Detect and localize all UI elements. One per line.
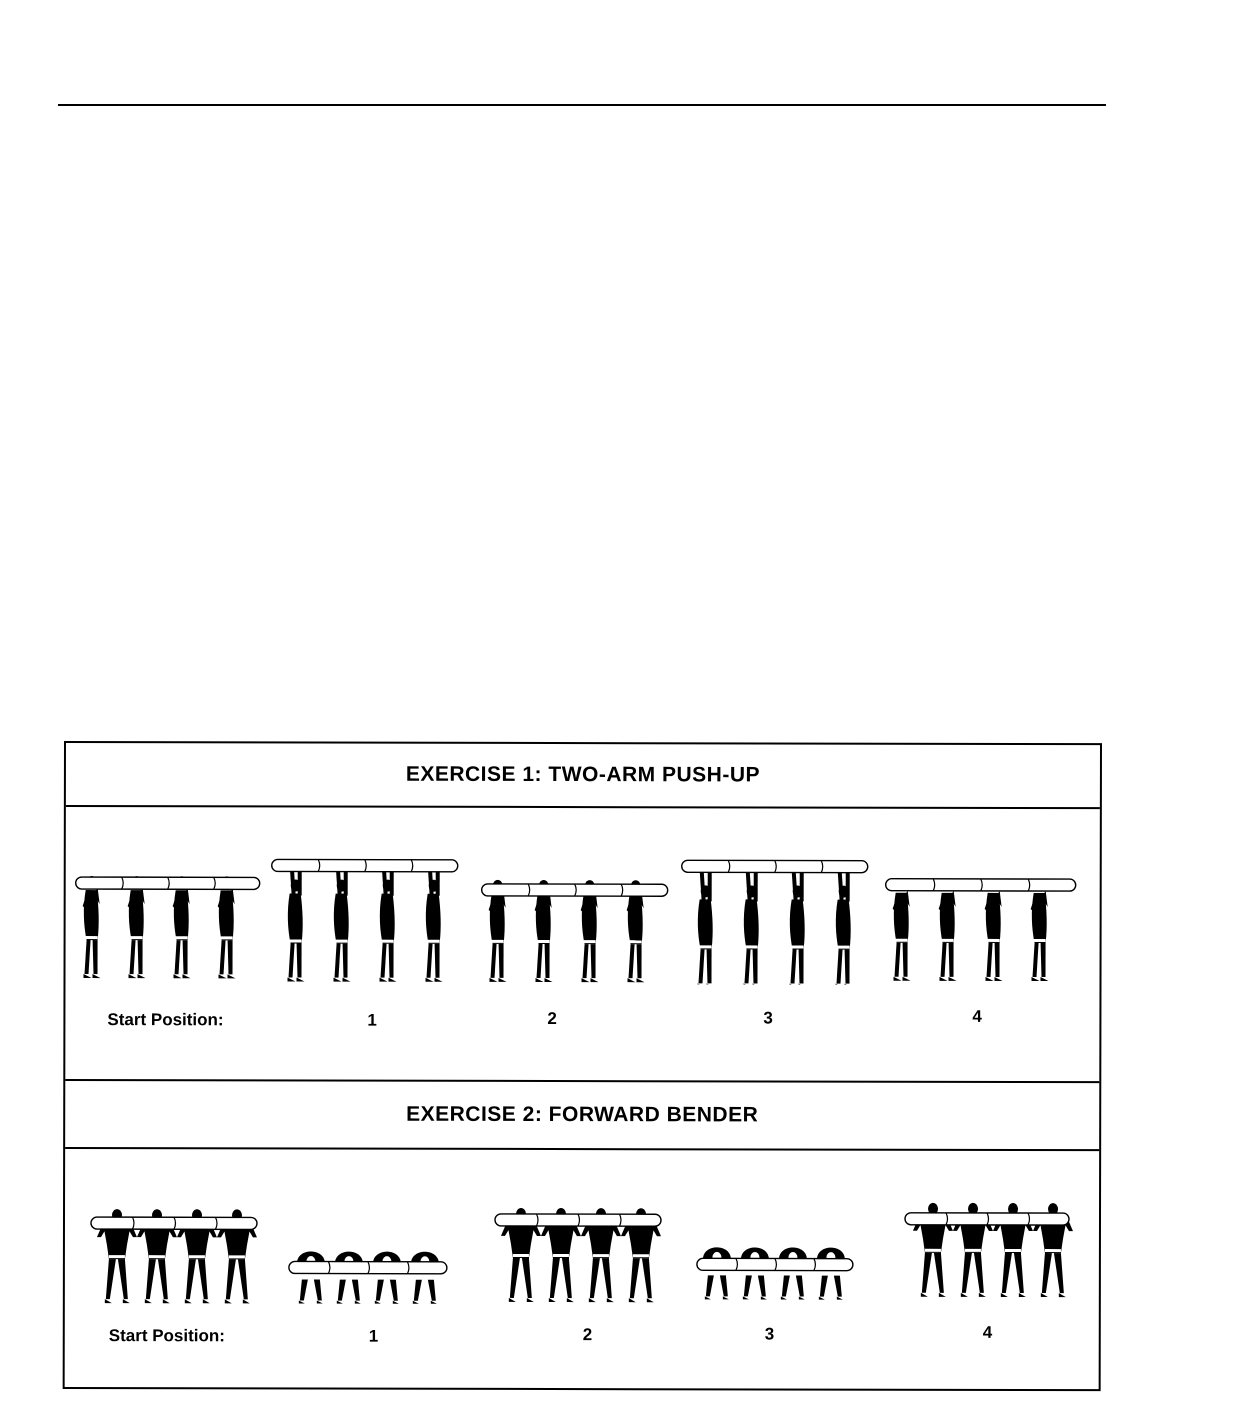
soldier-figure (779, 1247, 807, 1299)
log (91, 1217, 257, 1229)
exercise-1-title: EXERCISE 1: TWO-ARM PUSH-UP (405, 762, 761, 787)
exercise-1-caption-start: Start Position: (107, 1010, 224, 1030)
soldier-figure (892, 879, 910, 981)
soldier-figure (984, 879, 1002, 981)
figure-group (495, 1208, 661, 1302)
exercise-figure (63, 741, 1102, 1391)
exercise-2-caption-2: 2 (582, 1325, 593, 1345)
exercise-1-svg (65, 843, 1099, 985)
exercise-1-illustrations (65, 843, 1099, 985)
figure-group (681, 860, 867, 985)
soldier-figure (741, 1247, 769, 1299)
figure-group (885, 879, 1075, 981)
soldier-figure (335, 1252, 363, 1304)
exercise-2-caption-3: 3 (764, 1324, 775, 1344)
soldier-figure (938, 879, 956, 981)
exercise-1-header (66, 743, 1100, 809)
soldier-figure (411, 1252, 439, 1304)
log (76, 877, 260, 889)
exercise-2-title: EXERCISE 2: FORWARD BENDER (406, 1102, 759, 1127)
soldier-figure (425, 866, 442, 982)
soldier-figure (743, 871, 760, 985)
top-rule (58, 104, 1106, 106)
soldier-figure (287, 865, 304, 981)
log (682, 860, 868, 872)
log (495, 1214, 661, 1226)
soldier-figure (703, 1247, 731, 1299)
exercise-1-caption-2: 2 (547, 1009, 557, 1029)
soldier-figure (297, 1251, 325, 1303)
figure-group (905, 1203, 1073, 1297)
figure-group (91, 1209, 257, 1303)
log (697, 1258, 853, 1270)
exercise-2-svg (65, 1183, 1099, 1315)
soldier-figure (817, 1248, 845, 1300)
soldier-figure (373, 1252, 401, 1304)
soldier-figure (835, 872, 852, 986)
figure-group (697, 1247, 853, 1299)
exercise-2-illustrations (65, 1183, 1099, 1315)
figure-group (76, 876, 260, 978)
exercise-1-caption-4: 4 (972, 1006, 982, 1026)
exercise-1-caption-3: 3 (763, 1008, 773, 1028)
exercise-1-caption-1: 1 (367, 1010, 377, 1030)
soldier-figure (379, 866, 396, 982)
figure-group (289, 1251, 447, 1303)
log (482, 884, 668, 896)
soldier-figure (697, 871, 714, 985)
soldier-figure (128, 876, 146, 978)
log (905, 1213, 1069, 1225)
log (272, 859, 458, 871)
soldier-figure (218, 876, 236, 978)
soldier-figure (1030, 879, 1048, 981)
soldier-figure (789, 872, 806, 986)
exercise-2-caption-4: 4 (982, 1322, 993, 1342)
log (886, 879, 1076, 891)
figure-group (271, 859, 457, 981)
soldier-figure (333, 866, 350, 982)
soldier-figure (83, 876, 101, 978)
exercise-2-caption-start: Start Position: (108, 1326, 225, 1346)
soldier-figure (173, 876, 191, 978)
log (289, 1261, 447, 1273)
exercise-2-caption-1: 1 (368, 1326, 379, 1346)
figure-group (481, 880, 667, 982)
exercise-2-header (65, 1079, 1099, 1151)
